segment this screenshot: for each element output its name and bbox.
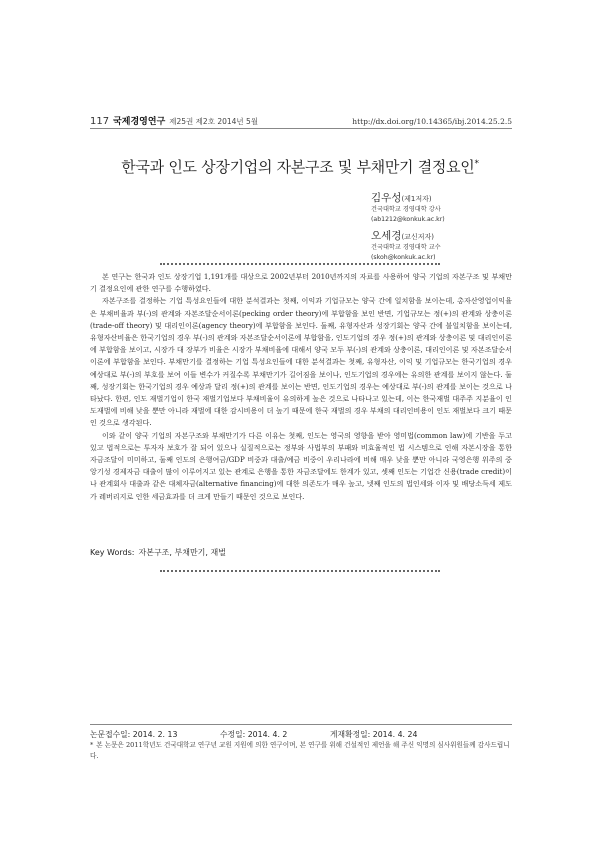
keywords [90,547,512,558]
author-role: (제1저자) [401,195,432,203]
title-text: 한국과 인도 상장기업의 자본구조 및 부채만기 결정요인 [121,158,475,176]
footnote [90,740,512,761]
doi-link[interactable]: http://dx.doi.org/10.14365/ibj.2014.25.2.5 [352,117,512,126]
volume-info: 제25권 제2호 2014년 5월 [169,117,259,126]
keywords-label: Key Words: [90,548,135,557]
abstract [90,271,512,503]
abstract-paragraph: 자본구조를 결정하는 기업 특성요인들에 대한 분석결과는 첫째, 이익과 기업규모는 양국 간에 일치함을 보이는데, 총자산영업이익율은 부채비율과 부(-)의 관계와 자본조달순서이론(pecking order theory)에 부합함을 보인 반면, 기업규모는 정(+)의 관계와 상충이론(trade-off theory) 및 대리인이론(agency theory)에 부합함을 보인다. 둘째, 유형자산과 성장기회는 양국 간에 불일치함을 보이는데, 유형자산비율은 한국기업의 경우 부(-)의 관계와 자본조달순서이론에 부합함을, 인도기업의 경우 정(+)의 관계와 상충이론 및 대리인이론에 부합함을 보이고, 시장가 대 장부가 비율은 시장가 부채비율에 대해서 양국 모두 부(-)의 관계와 상충이론, 대리인이론 및 자본조달순서이론에 부합함을 보인다. 부채만기를 결정하는 기업 특성요인들에 대한 분석결과는 첫째, 유형자산, 이익 및 기업규모는 한국기업의 경우 예상대로 부(-)의 부호를 보여 이들 변수가 커질수록 부채만기가 길어짐을 보이나, 인도기업의 경우에는 유의한 관계를 보이지 않는다. 둘째, 성장기회는 한국기업의 경우 예상과 달리 정(+)의 관계를 보이는 반면, 인도기업의 경우는 예상대로 부(-)의 관계를 보이는 것으로 나타났다. 한편, 인도 재벌기업이 한국 재벌기업보다 부채비율이 유의하게 높은 것으로 나타나고 있는데, 이는 한국재벌 대주주 지분율이 인도재벌에 비해 낮을 뿐만 아니라 재벌에 대한 감시비용이 더 높기 때문에 한국 재벌의 경우 부채의 대리인비용이 인도 재벌보다 크기 때문인 것으로 생각된다. [90,296,512,428]
journal-name: 국제경영연구 [113,117,166,127]
author-affiliation: 건국대학교 경영대학 강사 [371,206,441,213]
author-email: (skoh@konkuk.ac.kr) [371,254,436,261]
author-block-2 [371,224,441,263]
revised-date: 수정일: 2014. 4. 2 [220,730,288,739]
abstract-top-divider [160,263,440,265]
running-header [90,114,512,127]
abstract-bottom-divider [160,570,440,572]
keywords-value: 자본구조, 부채만기, 재벌 [138,548,226,557]
author-name: 김우성 [371,192,402,204]
author-affiliation: 건국대학교 경영대학 교수 [371,244,441,251]
author-name: 오세경 [371,230,402,242]
author-block-1 [371,186,445,225]
title-footnote-mark: * [474,159,479,169]
page-number: 117 [90,116,110,127]
footnote-text: 본 논문은 2011학년도 건국대학교 연구년 교원 지원에 의한 연구이며, 본 연구를 위해 건설적인 제언을 해 주신 익명의 심사위원들께 감사드립니다. [90,741,510,760]
header-divider [90,128,512,129]
accepted-date: 게재확정일: 2014. 4. 24 [330,730,418,739]
footnote-mark: * [90,741,94,749]
abstract-paragraph: 이와 같이 양국 기업의 자본구조와 부채만기가 다른 이유는 첫째, 인도는 영국의 영향을 받아 영미법(common law)에 기반을 두고 있고 법적으로는 투자자 보호가 잘 되어 있으나 실질적으로는 정부와 사법부의 부패와 비효율적인 법 시스템으로 인해 자본시장을 통한 자금조달이 미미하고, 둘째 인도의 은행여금/GDP 비중과 대출/예금 비중이 우리나라에 비해 매우 낮을 뿐만 아니라 국영은행 위주의 중앙기성 경제자금 대출이 많이 이루어지고 있는 관계로 은행을 통한 자금조달에도 한계가 있고, 셋째 인도는 기업간 신용(trade credit)이나 관계회사 대출과 같은 대체자금(alternative financing)에 대한 의존도가 매우 높고, 넷째 인도의 법인세와 이자 및 배당소득세 제도가 레버리지로 인한 세금효과를 더 크게 만들기 때문인 것으로 보인다. [90,430,512,501]
author-role: (교신저자) [401,233,434,241]
paper-title [60,156,540,177]
author-email: (ab1212@konkuk.ac.kr) [371,216,445,223]
abstract-paragraph: 본 연구는 한국과 인도 상장기업 1,191개를 대상으로 2002년부터 2010년까지의 자료를 사용하여 양국 기업의 자본구조 및 부채만기 결정요인에 관한 연구를 수행하였다. [90,272,512,294]
footer-divider [90,724,512,725]
received-date: 논문접수일: 2014. 2. 13 [90,730,178,739]
journal-info [90,114,258,127]
